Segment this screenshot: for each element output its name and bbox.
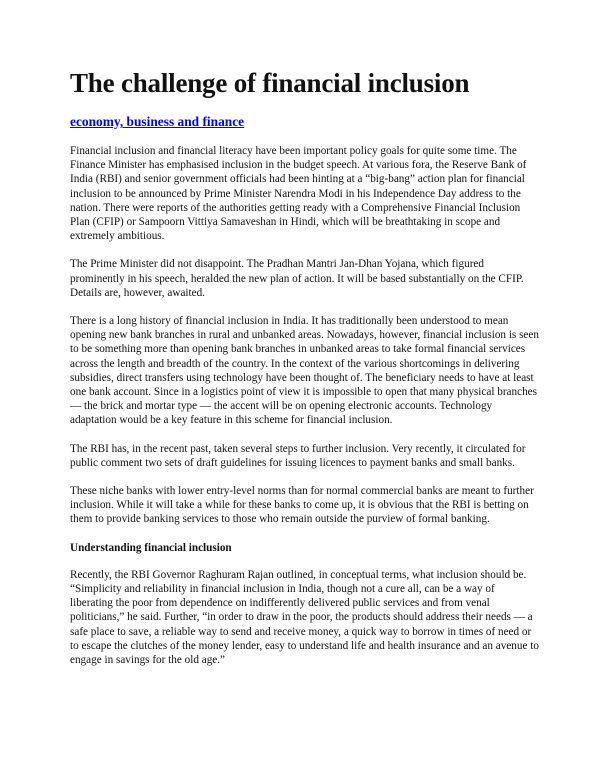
- section-heading: Understanding financial inclusion: [70, 541, 232, 554]
- category-link[interactable]: economy, business and finance: [70, 114, 245, 129]
- paragraph-3: There is a long history of financial inclusion in India. It has traditionally been understood to mean opening new bank branches in rural and unbanked areas. Nowadays, however, financial inclusion is seen to be something more than opening bank branches in unbanked areas to take formal financial services across the length and breadth of the country. In the context of the various shortcomings in delivering subsidies, direct transfers using technology have been thought of. The beneficiary needs to have at least one bank account. Since in a logistics point of view it is impossible to open that many physical branches — the brick and mortar type — the accent will be on opening electronic accounts. Technology adaptation would be a key feature in this scheme for financial inclusion.: [70, 315, 539, 427]
- article-title: The challenge of financial inclusion: [70, 68, 470, 98]
- paragraph-1: Financial inclusion and financial literacy have been important policy goals for quite some time. The Finance Minister has emphasised inclusion in the budget speech. At various fora, the Reserve Bank of India (RBI) and senior government officials had been hinting at a “big-bang” action plan for financial inclusion to be announced by Prime Minister Narendra Modi in his Independence Day address to the nation. There were reports of the authorities getting ready with a Comprehensive Financial Inclusion Plan (CFIP) or Sampoorn Vittiya Samaveshan in Hindi, which will be breathtaking in scope and extremely ambitious.: [70, 145, 527, 243]
- paragraph-6: Recently, the RBI Governor Raghuram Rajan outlined, in conceptual terms, what inclusion should be. “Simplicity and reliability in financial inclusion in India, though not a cure all, can be a way of liberating the poor from dependence on indifferently delivered public services and from venal politicians,” he said. Further, “in order to draw in the poor, the products should address their needs — a safe place to save, a reliable way to send and receive money, a quick way to borrow in times of need or to escape the clutches of the money lender, easy to understand life and health insurance and an avenue to engage in savings for the old age.”: [70, 568, 539, 667]
- paragraph-2: The Prime Minister did not disappoint. The Pradhan Mantri Jan-Dhan Yojana, which figured prominently in his speech, heralded the new plan of action. It will be based substantially on the CFIP. Details are, however, awaited.: [70, 258, 524, 299]
- paragraph-4: The RBI has, in the recent past, taken several steps to further inclusion. Very recently, it circulated for public comment two sets of draft guidelines for issuing licences to payment banks and small banks.: [70, 442, 526, 469]
- article: [70, 66, 540, 681]
- paragraph-5: These niche banks with lower entry-level norms than for normal commercial banks are meant to further inclusion. While it will take a while for these banks to come up, it is obvious that the RBI is betting on them to provide banking services to those who remain outside the purview of formal banking.: [70, 485, 534, 526]
